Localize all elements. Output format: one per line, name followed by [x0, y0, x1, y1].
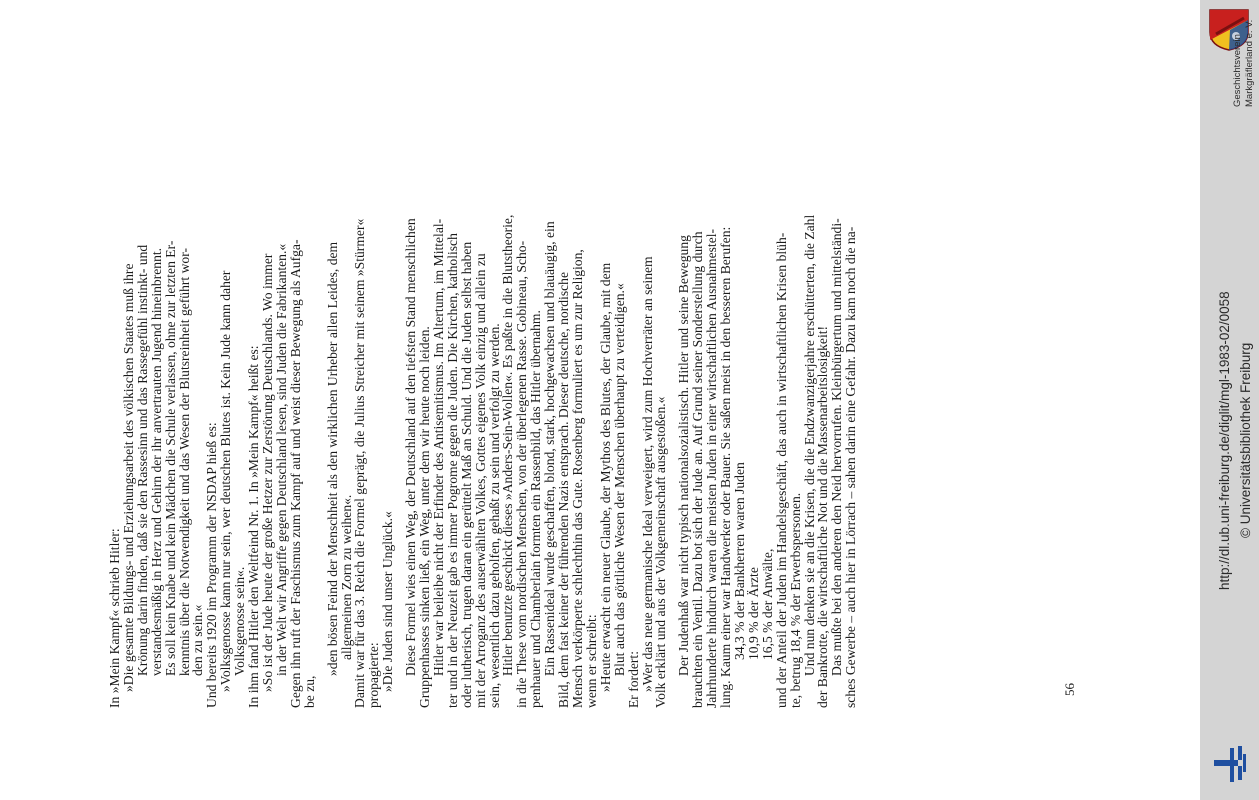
- quote-line: Volksgenosse sein«.: [232, 566, 248, 676]
- viewer-sidebar: [1200, 0, 1259, 800]
- text-line: oder lutherisch, trugen daran ein gerüttelt Maß an Schuld. Und die Juden selbst haben: [458, 241, 474, 708]
- text-line: Hitler benutzte geschickt dieses »Anders-Sein-Wollen«. Es paßte in die Blutstheorie,: [500, 214, 516, 676]
- text-line: lung. Kaum einer war Handwerker oder Bauer. Sie saßen meist in den besseren Berufen:: [718, 226, 734, 708]
- text-line: In »Mein Kampf« schrieb Hitler:: [107, 528, 122, 708]
- society-name-suffix: Markgräflerland e. V.: [1244, 19, 1255, 107]
- quote-line: »Wer das neue germanische Ideal verweigert, wird zum Hochverräter an seinem: [639, 256, 655, 692]
- page-number: 56: [1062, 683, 1077, 696]
- text-line: Mensch verkörperte schlechthin das Gute. Rosenberg formuliert es um zur Religion,: [570, 249, 585, 708]
- text-line: Diese Formel wies einen Weg, der Deutschland auf den tiefsten Stand menschlichen: [403, 218, 419, 676]
- document-text: [108, 88, 858, 708]
- text-line: Ein Rassenideal wurde geschaffen, blond, stark, hochgewachsen und blauäugig, ein: [542, 221, 558, 676]
- text-line: brauchten ein Ventil. Dazu bot sich der Jude an. Auf Grund seiner Sonderstellung durch: [690, 231, 706, 708]
- quote-line: verstandesmäßig in Herz und Gehirn der ihr anvertrauten Jugend hineinbrennt.: [148, 247, 164, 676]
- stat-line: 16,5 % der Anwälte,: [759, 548, 775, 660]
- text-line: sches Gewerbe – auch hier in Lörrach – sahen darin eine Gefahr. Dazu kam noch die na-: [843, 226, 859, 708]
- text-line: Gegen ihn ruft der Faschismus zum Kampf auf und weist dieser Bewegung als Aufga-: [287, 239, 303, 708]
- text-line: Jahrhunderte hindurch waren die meisten Juden in einer wirtschaftlichen Ausnahmestel-: [704, 228, 720, 708]
- text-line: Er fordert:: [625, 651, 641, 708]
- stat-line: 10,9 % der Ärzte: [745, 567, 761, 660]
- text-line: te, betrug 18,4 % der Erwerbspersonen.: [787, 492, 803, 708]
- text-line: ter und in der Neuzeit gab es immer Pogrome gegen die Juden. Die Kirchen, katholisch: [444, 233, 460, 708]
- document-url-link[interactable]: http://dl.ub.uni-freiburg.de/diglit/mgl-1983-02/0058: [1217, 291, 1232, 590]
- quote-line: allgemeinen Zorn zu weihen«.: [338, 494, 354, 660]
- quote-line: Es soll kein Knabe und kein Mädchen die Schule verlassen, ohne zur letzten Er-: [162, 240, 178, 676]
- text-line: mit der Arroganz des auserwählten Volkes, Gottes eigenes Volk einzig und allein zu: [472, 253, 488, 708]
- quote-line: Volk erklärt und aus der Volkgemeinschaft ausgestoßen.«: [653, 396, 669, 708]
- society-name: Geschichtsverein: [1232, 34, 1243, 107]
- text-line: wenn er schreibt:: [583, 614, 599, 708]
- quote-line: »So ist der Jude heute der große Hetzer zur Zerstörung Deutschlands. Wo immer: [259, 253, 275, 692]
- paragraph: [108, 88, 858, 708]
- text-line: In ihm fand Hitler den Weltfeind Nr. 1. In »Mein Kampf« heißt es:: [246, 345, 262, 708]
- text-line: penhauer und Chamberlain formten ein Rassenbild, das Hitler übernahm.: [528, 310, 544, 708]
- quote-line: »Heute erwacht ein neuer Glaube, der Mythos des Blutes, der Glaube, mit dem: [597, 262, 613, 692]
- quote-line: Krönung darin finden, daß sie den Rassesinn und das Rassegefühl instinkt- und: [134, 244, 150, 676]
- text-line: be zu,: [301, 675, 317, 708]
- library-credit: © Universitätsbibliothek Freiburg: [1238, 342, 1253, 538]
- text-line: Bild, dem fast keiner der führenden Nazis entsprach. Dieser deutsche, nordische: [556, 272, 572, 708]
- text-line: Und bereits 1920 im Programm der NSDAP hieß es:: [204, 422, 220, 708]
- quote-line: den zu sein.«: [190, 604, 206, 676]
- quote-line: in der Welt wir Angriffe gegen Deutschland lesen, sind Juden die Fabrikanten.«: [273, 243, 289, 676]
- text-line: Der Judenhaß war nicht typisch nationalsozialistisch. Hitler und seine Bewegung: [676, 235, 692, 676]
- text-line: Das mußte bei den anderen den Neid hervorrufen. Kleinbürgertum und mittelständi-: [829, 218, 845, 676]
- sidebar-vertical-text: [1200, 0, 1259, 800]
- text-line: der Bankrotte, die wirtschaftliche Not und die Massenarbeitslosigkeit!: [815, 325, 831, 708]
- quote-line: »Volksgenosse kann nur sein, wer deutschen Blutes ist. Kein Jude kann daher: [218, 270, 234, 692]
- text-line: Damit war für das 3. Reich die Formel geprägt, die Julius Streicher mit seinem »Stürmer«: [352, 218, 368, 708]
- quote-line: Blut auch das göttliche Wesen der Menschen überhaupt zu verteidigen.«: [611, 283, 627, 676]
- text-line: propagierte:: [366, 642, 382, 708]
- library-logo-icon: [1210, 742, 1250, 784]
- text-line: Und nun denken sie an die Krisen, die die Endzwanzigerjahre erschütterten, die Zahl: [801, 214, 817, 676]
- text-line: und der Anteil der Juden im Handelsgeschäft, das auch in wirtschaftlichen Krisen blüh-: [773, 232, 789, 708]
- stat-line: 34,3 % der Bankherren waren Juden: [731, 462, 747, 660]
- text-line: in die These vom nordischen Menschen, von der überlegenen Rasse. Gobineau, Scho-: [514, 240, 530, 708]
- text-line: Gruppenhasses sinken ließ, ein Weg, unter dem wir heute noch leiden.: [417, 326, 433, 708]
- text-line: Hitler war beileibe nicht der Erfinder des Antisemitismus. Im Altertum, im Mittelal-: [430, 218, 446, 676]
- text-line: sein, wesentlich dazu geholfen, gehaßt zu sein und verfolgt zu werden.: [486, 323, 502, 708]
- quote-line: »den bösen Feind der Menschheit als den wirklichen Urheber allen Leides, dem: [324, 241, 340, 676]
- quote-line: kenntnis über die Notwendigkeit und das Wesen der Blutsreinheit geführt wor-: [176, 248, 192, 676]
- quote-line: »Die Juden sind unser Unglück.«: [380, 511, 396, 692]
- quote-line: »Die gesamte Bildungs- und Erziehungsarbeit des völkischen Staates muß ihre: [120, 263, 136, 692]
